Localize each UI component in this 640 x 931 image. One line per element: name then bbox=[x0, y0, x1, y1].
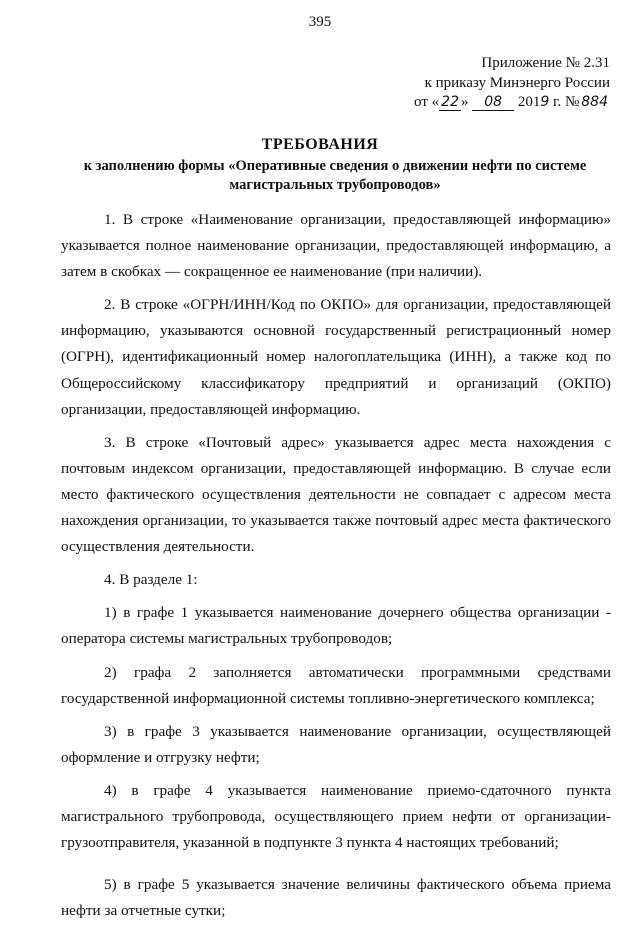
date-suffix: г. № bbox=[549, 94, 580, 110]
page-number: 395 bbox=[308, 14, 332, 30]
paragraph-4-item-1: 1) в графе 1 указывается наименование дочернего общества организации - оператора системы магистральных трубопроводов; bbox=[61, 604, 611, 648]
paragraph-3: 3. В строке «Почтовый адрес» указывается адрес места нахождения с почтовым индексом организации, предоставляющей информацию. В случае если место фактического осуществления деятельности не совпадает с адресом места нахождения организации, то указывается также почтовый адрес места фактического осуществления деятельности. bbox=[61, 433, 611, 556]
document-subtitle: к заполнению формы «Оперативные сведения о движении нефти по системе магистральных трубопроводов» bbox=[83, 158, 587, 193]
handwritten-day: 22 bbox=[441, 94, 459, 110]
handwritten-order-number: 884 bbox=[581, 94, 608, 110]
paragraph-4: 4. В разделе 1: bbox=[104, 571, 198, 589]
appendix-title: Приложение № 2.31 bbox=[481, 55, 610, 71]
paragraph-4-item-5: 5) в графе 5 указывается значение величины фактического объема приема нефти за отчетные сутки; bbox=[61, 876, 611, 920]
handwritten-month: 08 bbox=[472, 95, 514, 111]
paragraph-1: 1. В строке «Наименование организации, предоставляющей информацию» указывается полное наименование организации, предоставляющей информацию, а затем в скобках — сокращенное ее наименование (при наличии). bbox=[61, 211, 611, 281]
paragraph-4-item-4: 4) в графе 4 указывается наименование приемо-сдаточного пункта магистрального трубопровода, осуществляющего прием нефти от организации-грузоотправителя, указанной в подпункте 3 пункта 4 настоящих требований; bbox=[61, 781, 611, 852]
appendix-order-ref: к приказу Минэнерго России bbox=[424, 74, 610, 91]
date-mid: » bbox=[460, 94, 469, 110]
document-title: ТРЕБОВАНИЯ bbox=[261, 136, 379, 153]
document-body bbox=[61, 207, 611, 931]
appendix-date-line bbox=[390, 93, 610, 113]
paragraph-4-item-3: 3) в графе 3 указывается наименование организации, осуществляющей оформление и отгрузку нефти; bbox=[61, 722, 611, 766]
paragraph-4-item-2: 2) графа 2 заполняется автоматически программными средствами государственной информационной системы топливно-энергетического комплекса; bbox=[61, 663, 611, 707]
appendix-header bbox=[390, 54, 610, 113]
handwritten-year-digit: 9 bbox=[540, 94, 550, 110]
date-prefix: от « bbox=[414, 94, 440, 110]
paragraph-2: 2. В строке «ОГРН/ИНН/Код по ОКПО» для организации, предоставляющей информацию, указываются основной государственный регистрационный номер (ОГРН), идентификационный номер налогоплательщика (ИНН), а также код по Общероссийскому классификатору предприятий и организаций (ОКПО) организации, предоставляющей информацию. bbox=[61, 296, 611, 418]
year-prefix: 201 bbox=[517, 94, 541, 110]
